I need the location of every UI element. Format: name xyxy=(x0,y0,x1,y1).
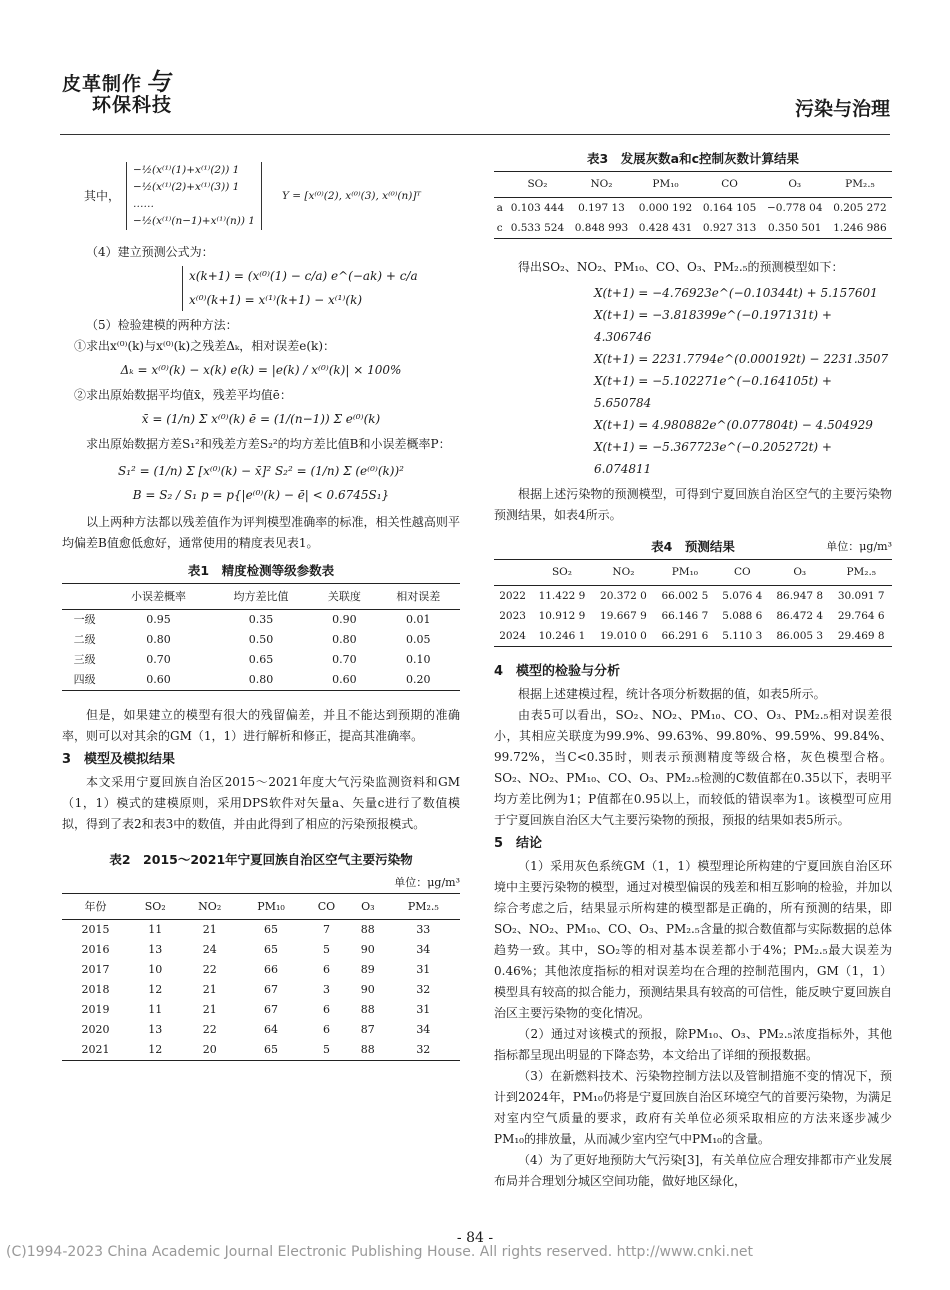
model-eq: X(t+1) = 4.980882e^(0.077804t) − 4.504929 xyxy=(594,418,873,432)
cell: 0.50 xyxy=(248,633,274,646)
t2-header: PM₁₀ xyxy=(238,894,304,920)
table-row xyxy=(62,1000,460,1020)
cell: 0.350 501 xyxy=(762,218,828,239)
cell: 89 xyxy=(360,963,375,976)
table-row xyxy=(62,670,460,691)
model-eq: X(t+1) = −5.367723e^(−0.205272t) + 6.074811 xyxy=(594,440,832,476)
cell: 11 xyxy=(148,923,163,936)
method2: ②求出原始数据平均值x̄，残差平均值ē： xyxy=(74,388,292,402)
cell: 2017 xyxy=(81,963,110,976)
cell: 32 xyxy=(387,1040,460,1061)
table-row xyxy=(62,610,460,631)
models-intro: 得出SO₂、NO₂、PM₁₀、CO、O₃、PM₂.₅的预测模型如下： xyxy=(518,260,844,274)
cell: 0.848 993 xyxy=(569,218,633,239)
table-row xyxy=(494,218,892,239)
cell: 86.472 4 xyxy=(776,610,824,622)
cell: 30.091 7 xyxy=(837,590,885,602)
t3-header: NO₂ xyxy=(569,172,633,198)
cell: 21 xyxy=(202,983,217,996)
cell: 2016 xyxy=(81,943,110,956)
table2-body xyxy=(62,920,460,1061)
cell: 65 xyxy=(264,923,279,936)
cell: 0.103 444 xyxy=(510,202,565,214)
left-column xyxy=(62,150,460,1061)
cell: 0.205 272 xyxy=(833,202,887,214)
cell: 24 xyxy=(202,943,217,956)
section3-heading: 3 模型及模拟结果 xyxy=(62,752,176,767)
cell: 0.164 105 xyxy=(702,202,757,214)
cell: 0.35 xyxy=(248,613,274,626)
table1-caption: 表1 精度检测等级参数表 xyxy=(187,563,335,578)
cell: 四级 xyxy=(62,670,107,691)
cell: 3 xyxy=(322,983,330,996)
cell: 65 xyxy=(238,1040,304,1061)
method1-eq: Δₖ = x⁽⁰⁾(k) − x(k) e(k) = |e(k) / x⁽⁰⁾(k)| × 100% xyxy=(120,363,402,377)
cell: 12 xyxy=(129,1040,181,1061)
cell: 31 xyxy=(416,963,431,976)
cell: 0.197 13 xyxy=(578,202,625,214)
table2-caption: 表2 2015～2021年宁夏回族自治区空气主要污染物 xyxy=(109,852,413,867)
t4-header: PM₂.₅ xyxy=(830,560,892,586)
cell: 6 xyxy=(322,1023,330,1036)
cell: 86.947 8 xyxy=(776,590,824,602)
t4-header: NO₂ xyxy=(593,560,654,586)
cell: 0.95 xyxy=(146,613,171,626)
cell: 65 xyxy=(264,943,279,956)
page-number: - 84 - xyxy=(456,1230,494,1246)
conclusion-4: （4）为了更好地预防大气污染[3]，有关单位应合理安排都市产业发展布局并合理划分城区空间功能，做好地区绿化， xyxy=(494,1153,892,1188)
cell: 90 xyxy=(360,983,375,996)
matrix-row: −½(x⁽¹⁾(1)+x⁽¹⁾(2)) 1 xyxy=(133,164,240,176)
cell: c xyxy=(494,218,505,239)
table4-unit: 单位：μg/m³ xyxy=(826,540,892,553)
cell: 0.60 xyxy=(107,670,210,691)
t3-header: O₃ xyxy=(762,172,828,198)
variance-eq: S₁² = (1/n) Σ [x⁽⁰⁾(k) − x̄]² S₂² = (1/n) Σ (e⁽⁰⁾(k))² xyxy=(118,464,404,478)
section3-text: 本文采用宁夏回族自治区2015～2021年度大气污染监测资料和GM（1，1）模式的建模原则，采用DPS软件对矢量a、矢量c进行了数值模拟，得到了表2和表3中的数值，并由此得到了相应的污染预报模式。 xyxy=(62,775,460,831)
method2-eq: x̄ = (1/n) Σ x⁽⁰⁾(k) ē = (1/(n−1)) Σ e⁽⁰⁾(k) xyxy=(141,412,381,426)
cell: 0.60 xyxy=(312,670,376,691)
cell: 0.533 524 xyxy=(505,218,569,239)
brand-mark: 与 xyxy=(146,68,172,96)
model-eq: X(t+1) = −4.76923e^(−0.10344t) + 5.157601 xyxy=(594,286,878,300)
cell: 10 xyxy=(148,963,163,976)
table-row xyxy=(62,960,460,980)
brand-line2: 环保科技 xyxy=(92,94,173,116)
variance-text: 求出原始数据方差S₁²和残差方差S₂²的均方差比值B和小误差概率P： xyxy=(86,437,451,451)
cell: 19.667 9 xyxy=(600,610,647,622)
t2-header: NO₂ xyxy=(181,894,238,920)
cell: 2015 xyxy=(81,923,110,936)
cell: 13 xyxy=(148,943,163,956)
step4: （4）建立预测公式为： xyxy=(86,245,214,259)
cell: 0.70 xyxy=(332,653,357,666)
header-rule xyxy=(60,134,890,135)
pred-eq1: x(k+1) = (x⁽⁰⁾(1) − c/a) e^(−ak) + c/a xyxy=(189,269,418,283)
conclusion-2: （2）通过对该模式的预报，除PM₁₀、O₃、PM₂.₅浓度指标外，其他指标都呈现出明显的下降态势，本文给出了详细的预报数据。 xyxy=(494,1027,892,1062)
table3 xyxy=(494,171,892,239)
brand-line1: 皮革制作 与 xyxy=(62,68,172,96)
cell: 10.912 9 xyxy=(538,610,586,622)
cell: 0.65 xyxy=(248,653,274,666)
cell: 10.246 1 xyxy=(531,626,592,647)
t1-header: 相对误差 xyxy=(377,584,460,610)
cell: 20.372 0 xyxy=(600,590,647,602)
section5-heading: 5 结论 xyxy=(494,836,543,851)
copyright-line: (C)1994-2023 China Academic Journal Electronic Publishing House. All rights reserved. http://www.cnki.net xyxy=(6,1244,754,1260)
cell: 6 xyxy=(322,1003,330,1016)
cell: 5 xyxy=(304,1040,349,1061)
cell: 22 xyxy=(202,963,217,976)
t1-header: 关联度 xyxy=(312,584,376,610)
t4-header: SO₂ xyxy=(531,560,592,586)
cell: 三级 xyxy=(73,653,96,666)
cell: 0.80 xyxy=(332,633,357,646)
cell: 19.010 0 xyxy=(593,626,654,647)
cell: 0.80 xyxy=(210,670,313,691)
qizhong-label: 其中， xyxy=(84,188,121,203)
t2-header: SO₂ xyxy=(129,894,181,920)
cell: 2021 xyxy=(62,1040,129,1061)
cell: 2019 xyxy=(81,1003,110,1016)
cell: 88 xyxy=(360,923,375,936)
cell: 5.110 3 xyxy=(716,626,769,647)
cell: 0.05 xyxy=(406,633,431,646)
table4-caption: 表4 预测结果 xyxy=(651,539,735,554)
cell: 88 xyxy=(360,1003,375,1016)
table-row xyxy=(62,630,460,650)
t2-header: PM₂.₅ xyxy=(387,894,460,920)
table-row xyxy=(62,1020,460,1040)
cell: 2024 xyxy=(494,626,531,647)
cell: 12 xyxy=(148,983,163,996)
cell: 66.002 5 xyxy=(661,590,709,602)
cell: 5.088 6 xyxy=(722,610,763,622)
y-vector: Y = [x⁽⁰⁾(2), x⁽⁰⁾(3), x⁽⁰⁾(n)]ᵀ xyxy=(281,189,421,202)
section4-text-b: 由表5可以看出，SO₂、NO₂、PM₁₀、CO、O₃、PM₂.₅相对误差很小，其相应关联度为99.9%、99.63%、99.80%、99.59%、99.84%、99.72%，当C<0.35时，则表示预测精度等级合格，灰色模型合格。SO₂、NO₂、PM₁₀、CO、O₃、PM₂.₅检测的C数值都在0.35以下，表明平均方差比例为1；P值都在0.95以上，而较低的错误率为1。该模型可应用于宁夏回族自治区大气主要污染物的预报，预报的结果如表5所示。 xyxy=(494,708,892,827)
t4-header: PM₁₀ xyxy=(654,560,715,586)
table2-unit: 单位：μg/m³ xyxy=(394,876,460,889)
t4-header: O₃ xyxy=(769,560,830,586)
conclusion-3: （3）在新燃料技术、污染物控制方法以及管制措施不变的情况下，预计到2024年，PM₁₀仍将是宁夏回族自治区环境空气的首要污染物，为满足对室内空气质量的要求，政府有关单位必须采取相应的方法来逐步减少PM₁₀的排放量，从而减少室内空气中PM₁₀的含量。 xyxy=(494,1069,892,1146)
cell: 86.005 3 xyxy=(769,626,830,647)
cell: 5 xyxy=(322,943,330,956)
cell: 33 xyxy=(416,923,431,936)
cell: 34 xyxy=(416,1023,431,1036)
t1-header: 均方差比值 xyxy=(210,584,313,610)
cell: 31 xyxy=(416,1003,431,1016)
cell: 21 xyxy=(202,1003,217,1016)
cell: 0.70 xyxy=(146,653,171,666)
cell: 90 xyxy=(360,943,375,956)
table-row xyxy=(62,650,460,670)
cell: 0.90 xyxy=(332,613,357,626)
model-equations xyxy=(594,282,892,480)
cell: 0.20 xyxy=(377,670,460,691)
matrix-row: −½(x⁽¹⁾(2)+x⁽¹⁾(3)) 1 xyxy=(133,181,240,193)
table-row xyxy=(494,606,892,626)
cell: 34 xyxy=(416,943,431,956)
method1: ①求出x⁽⁰⁾(k)与x⁽⁰⁾(k)之残差Δₖ，相对误差e(k)： xyxy=(74,339,335,353)
section4-heading: 4 模型的检验与分析 xyxy=(494,664,621,679)
standard-text: 以上两种方法都以残差值作为评判模型准确率的标准，相关性越高则平均偏差B值愈低愈好，通常使用的精度表见表1。 xyxy=(62,515,460,550)
models-after: 根据上述污染物的预测模型，可得到宁夏回族自治区空气的主要污染物预测结果，如表4所示。 xyxy=(494,487,892,522)
section-title: 污染与治理 xyxy=(794,98,890,120)
t4-header xyxy=(494,560,531,586)
table-row xyxy=(494,586,892,607)
but-text: 但是，如果建立的模型有很大的残留偏差，并且不能达到预期的准确率，则可以对其余的GM（1，1）进行解析和修正，提高其准确率。 xyxy=(62,708,460,743)
matrix-b xyxy=(126,162,262,230)
table-row xyxy=(494,626,892,647)
cell: 2023 xyxy=(499,610,526,622)
cell: 二级 xyxy=(73,633,96,646)
cell: 21 xyxy=(202,923,217,936)
step5: （5）检验建模的两种方法： xyxy=(86,318,238,332)
table-row xyxy=(62,1040,460,1061)
t2-header: O₃ xyxy=(349,894,387,920)
cell: 13 xyxy=(148,1023,163,1036)
cell: a xyxy=(496,202,503,214)
table-row xyxy=(62,940,460,960)
t3-header: CO xyxy=(698,172,762,198)
cell: −0.778 04 xyxy=(766,202,823,214)
matrix-row: −½(x⁽¹⁾(n−1)+x⁽¹⁾(n)) 1 xyxy=(133,215,255,227)
right-column xyxy=(494,148,892,1192)
cell: 64 xyxy=(264,1023,279,1036)
cell: 0.10 xyxy=(406,653,431,666)
cell: 22 xyxy=(202,1023,217,1036)
t1-header: 小误差概率 xyxy=(107,584,210,610)
cell: 0.927 313 xyxy=(698,218,762,239)
cell: 87 xyxy=(360,1023,375,1036)
cell: 2022 xyxy=(499,590,526,602)
cell: 88 xyxy=(349,1040,387,1061)
cell: 66.146 7 xyxy=(661,610,709,622)
t1-header xyxy=(62,584,107,610)
cell: 67 xyxy=(264,983,279,996)
cell: 一级 xyxy=(73,613,96,626)
cell: 6 xyxy=(322,963,330,976)
matrix-row: …… xyxy=(133,198,155,210)
cell: 11.422 9 xyxy=(538,590,586,602)
t3-header: SO₂ xyxy=(505,172,569,198)
cell: 67 xyxy=(264,1003,279,1016)
cell: 29.764 6 xyxy=(837,610,885,622)
bp-eq: B = S₂ / S₁ p = p{|e⁽⁰⁾(k) − ē| < 0.6745S₁} xyxy=(132,488,390,502)
t2-header: 年份 xyxy=(62,894,129,920)
table3-caption: 表3 发展灰数a和c控制灰数计算结果 xyxy=(586,151,800,166)
cell: 66 xyxy=(264,963,279,976)
table-row xyxy=(62,980,460,1000)
cell: 2020 xyxy=(81,1023,110,1036)
cell: 5.076 4 xyxy=(722,590,763,602)
cell: 20 xyxy=(181,1040,238,1061)
table-row xyxy=(62,920,460,941)
cell: 29.469 8 xyxy=(830,626,892,647)
cell: 11 xyxy=(148,1003,163,1016)
conclusion-1: （1）采用灰色系统GM（1，1）模型理论所构建的宁夏回族自治区环境中主要污染物的模型，通过对模型偏误的残差和相互影响的检验，并加以综合考虑之后，结果显示所构建的模型都是正确的，所有预测的结果，即SO₂、NO₂、PM₁₀、CO、O₃、PM₂.₅含量的拟合数值都与实际数据的总体趋势一致。其中，SO₂等的相对基本误差都小于4%；PM₂.₅最大误差为0.46%；其他浓度指标的相对误差均在合理的控制范围内，GM（1，1）模型具有较高的拟合能力，预测结果具有较高的可信性，能反映宁夏回族自治区主要污染物的变化情况。 xyxy=(494,859,892,1020)
model-eq: X(t+1) = −5.102271e^(−0.164105t) + 5.650784 xyxy=(594,374,832,410)
t3-header xyxy=(494,172,505,198)
t3-header: PM₁₀ xyxy=(634,172,698,198)
cell: 7 xyxy=(322,923,330,936)
cell: 0.428 431 xyxy=(634,218,698,239)
table1 xyxy=(62,583,460,691)
t2-header: CO xyxy=(304,894,349,920)
pred-formula xyxy=(182,266,460,311)
model-eq: X(t+1) = 2231.7794e^(0.000192t) − 2231.3507 xyxy=(594,352,889,366)
model-eq: X(t+1) = −3.818399e^(−0.197131t) + 4.306746 xyxy=(594,308,832,344)
section4-text-a: 根据上述建模过程，统计各项分析数据的值，如表5所示。 xyxy=(518,687,826,701)
cell: 1.246 986 xyxy=(828,218,892,239)
cell: 32 xyxy=(416,983,431,996)
pred-eq2: x⁽⁰⁾(k+1) = x⁽¹⁾(k+1) − x⁽¹⁾(k) xyxy=(189,293,363,307)
table4 xyxy=(494,559,892,647)
t4-header: CO xyxy=(716,560,769,586)
cell: 2018 xyxy=(81,983,110,996)
cell: 0.01 xyxy=(406,613,431,626)
table2 xyxy=(62,893,460,1061)
t3-header: PM₂.₅ xyxy=(828,172,892,198)
cell: 0.000 192 xyxy=(638,202,693,214)
cell: 66.291 6 xyxy=(654,626,715,647)
cell: 0.80 xyxy=(146,633,171,646)
table-row xyxy=(494,198,892,219)
